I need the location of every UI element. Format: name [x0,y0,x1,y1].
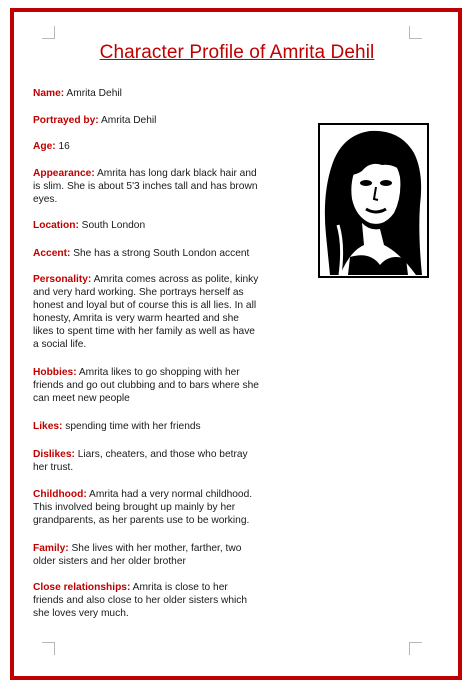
field-accent [33,247,283,260]
field-dislikes [33,448,283,474]
field-label: Location: [33,220,79,231]
field-value: 16 [55,141,70,152]
field-value: Amrita Dehil [64,88,122,99]
field-value: Amrita had a very normal childhood. This involved being brought up mainly by her grandparents, as her parents use to be working. [33,489,253,526]
field-value: Amrita comes across as polite, kinky and very hard working. She portrays herself as honest and loyal but of course this is all lies. In all honesty, Amrita is very warm hearted and she likes to spent time with her family as well as have a social life. [33,274,259,350]
field-label: Childhood: [33,489,87,500]
field-portrayed-by [33,114,283,127]
crop-mark-bottom-left [42,642,55,655]
field-label: Name: [33,88,65,99]
field-label: Likes: [33,421,63,432]
field-value: Amrita has long dark black hair and is slim. She is about 5'3 inches tall and has brown eyes. [33,168,258,205]
field-label: Close relationships: [33,582,131,593]
field-childhood [33,488,283,527]
field-label: Dislikes: [33,449,75,460]
field-label: Family: [33,543,69,554]
field-value: South London [78,220,146,231]
field-label: Hobbies: [33,367,77,378]
field-label: Appearance: [33,168,95,179]
crop-mark-top-left [42,26,55,39]
field-hobbies [33,366,283,405]
page-title: Character Profile of Amrita Dehil [99,42,375,63]
portrait-photo [318,123,429,278]
field-label: Personality: [33,274,92,285]
field-value: Liars, cheaters, and those who betray her trust. [33,449,248,473]
field-value: spending time with her friends [62,421,201,432]
field-label: Portrayed by: [33,115,99,126]
field-location [33,219,283,232]
field-name [33,87,283,100]
field-label: Accent: [33,248,71,259]
crop-mark-top-right [409,26,422,39]
field-value: Amrita Dehil [98,115,157,126]
field-value: Amrita likes to go shopping with her friends and go out clubbing and to bars where she can meet new people [33,367,259,404]
field-value: She lives with her mother, farther, two older sisters and her older brother [33,543,242,567]
crop-mark-bottom-right [409,642,422,655]
field-label: Age: [33,141,56,152]
field-value: She has a strong South London accent [70,248,250,259]
field-appearance [33,167,283,206]
field-family [33,542,283,568]
portrait-photo-graphic [320,125,427,276]
field-age [33,140,283,153]
field-likes [33,420,283,433]
field-close-relationships [33,581,283,620]
field-personality [33,273,283,351]
field-value: Amrita is close to her friends and also close to her older sisters which she loves very much. [33,582,248,619]
